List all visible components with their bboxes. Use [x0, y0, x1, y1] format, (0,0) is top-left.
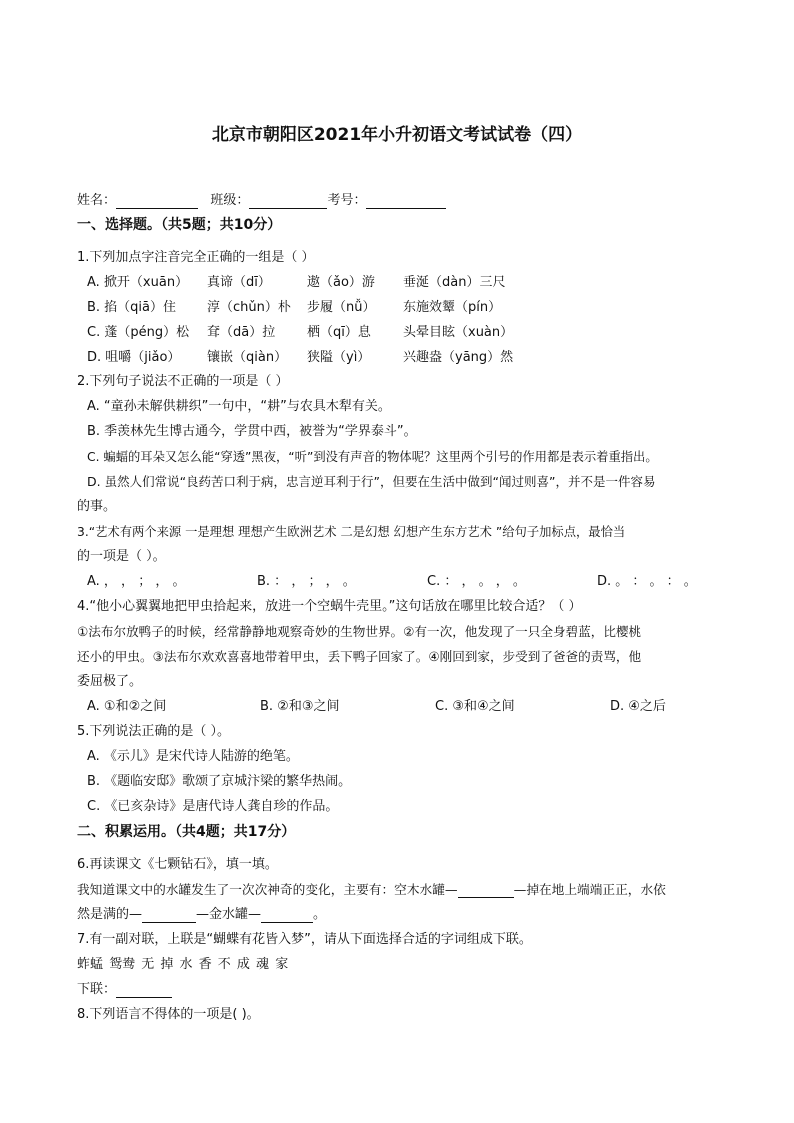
option-a: A. ①和②之间 [87, 699, 167, 714]
fill-line: 然是满的— —金水罐— 。 [77, 907, 327, 922]
exam-no-label: 考号： [327, 193, 367, 208]
option-line: C. 《已亥杂诗》是唐代诗人龚自珍的作品。 [87, 799, 339, 814]
question-stem: 4.“他小心翼翼地把甲虫拾起来，放进一个空蜗牛壳里。”这句话放在哪里比较合适？（ ） [77, 599, 582, 614]
answer-blank[interactable] [142, 908, 196, 923]
question-stem: 5.下列说法正确的是（ ）。 [77, 724, 231, 739]
answer-blank[interactable] [116, 983, 172, 998]
passage-line: 委屈极了。 [77, 674, 143, 689]
class-label: 班级： [210, 193, 250, 208]
question-stem: 3.“艺术有两个来源 一是理想 理想产生欧洲艺术 二是幻想 幻想产生东方艺术 ”给句子加标点，最恰当 [77, 525, 626, 539]
option-a: A. ， ， ； ， 。 [87, 574, 186, 589]
option-a: A. 掀开（xuān） 真谛（dī） 遨（ǎo）游 垂涎（dàn）三尺 [87, 275, 506, 290]
option-row [87, 699, 666, 715]
question-stem: 6.再读课文《七颗钻石》，填一填。 [77, 857, 278, 872]
question-stem: 7.有一副对联，上联是“蝴蝶有花皆入梦”，请从下面选择合适的字词组成下联。 [77, 932, 532, 947]
passage-line: ①法布尔放鸭子的时候，经常静静地观察奇妙的生物世界。②有一次，他发现了一只全身碧蓝，比樱桃 [77, 624, 642, 639]
fill-line: 我知道课文中的水罐发生了一次次神奇的变化，主要有：空木水罐— —掉在地上端端正正，水依 [77, 882, 666, 897]
word-bank: 蚱蜢 鸳鸯 无 掉 水 香 不 成 魂 家 [77, 957, 289, 972]
answer-blank[interactable] [261, 908, 313, 923]
question-stem: 的一项是（ ）。 [77, 549, 166, 564]
option-line: A. “童孙未解供耕织”一句中，“耕”与农具木犁有关。 [87, 399, 391, 414]
class-field[interactable] [249, 194, 327, 209]
name-field[interactable] [116, 194, 198, 209]
option-line: B. 季羡林先生博古通今，学贯中西，被誉为“学界泰斗”。 [87, 424, 417, 439]
option-d: D. 咀嚼（jiǎo） 镶嵌（qiàn） 狭隘（yì） 兴趣盎（yāng）然 [87, 350, 514, 365]
passage-line: 还小的甲虫。③法布尔欢欢喜喜地带着甲虫，丢下鸭子回家了。④刚回到家，步受到了爸爸的责骂，他 [77, 649, 642, 664]
option-c: C. ③和④之间 [435, 699, 515, 714]
option-line: B. 《题临安邸》歌颂了京城汴梁的繁华热闹。 [87, 774, 352, 789]
option-line: C. 蝙蝠的耳朵又怎么能“穿透”黑夜，“听”到没有声音的物体呢？这里两个引号的作用都是表示着重指出。 [87, 450, 658, 464]
question-stem: 8.下列语言不得体的一项是( )。 [77, 1007, 260, 1022]
section-heading: 二、积累运用。（共4题；共17分） [77, 824, 296, 840]
option-row [87, 574, 697, 590]
section-heading: 一、选择题。（共5题；共10分） [77, 217, 282, 233]
student-info-row [77, 193, 446, 209]
exam-no-field[interactable] [366, 194, 446, 209]
option-b: B. ②和③之间 [260, 699, 340, 714]
option-c: C. 蓬（péng）松 耷（dā）拉 栖（qī）息 头晕目眩（xuàn） [87, 325, 514, 340]
question-stem: 1.下列加点字注音完全正确的一组是（ ） [77, 250, 315, 265]
name-label: 姓名： [77, 193, 117, 208]
option-d: D. ④之后 [610, 699, 666, 714]
page-title: 北京市朝阳区2021年小升初语文考试试卷（四） [211, 125, 583, 145]
answer-row [77, 982, 172, 998]
option-line: A. 《示儿》是宋代诗人陆游的绝笔。 [87, 749, 299, 764]
option-d: D. 。 ： 。 ： 。 [597, 574, 697, 589]
option-line: 的事。 [77, 499, 117, 514]
answer-blank[interactable] [458, 883, 514, 898]
question-stem: 2.下列句子说法不正确的一项是（ ） [77, 374, 289, 389]
option-line: D. 虽然人们常说“良药苦口利于病，忠言逆耳利于行”，但要在生活中做到“闻过则喜”，并不是一件容易 [87, 474, 656, 489]
option-b: B. 掐（qiā）住 淳（chǔn）朴 步履（nǚ） 东施效颦（pín） [87, 300, 502, 315]
option-b: B. ： ， ； ， 。 [257, 574, 356, 589]
option-c: C. ： ， 。 ， 。 [427, 574, 526, 589]
answer-label: 下联： [77, 982, 117, 997]
